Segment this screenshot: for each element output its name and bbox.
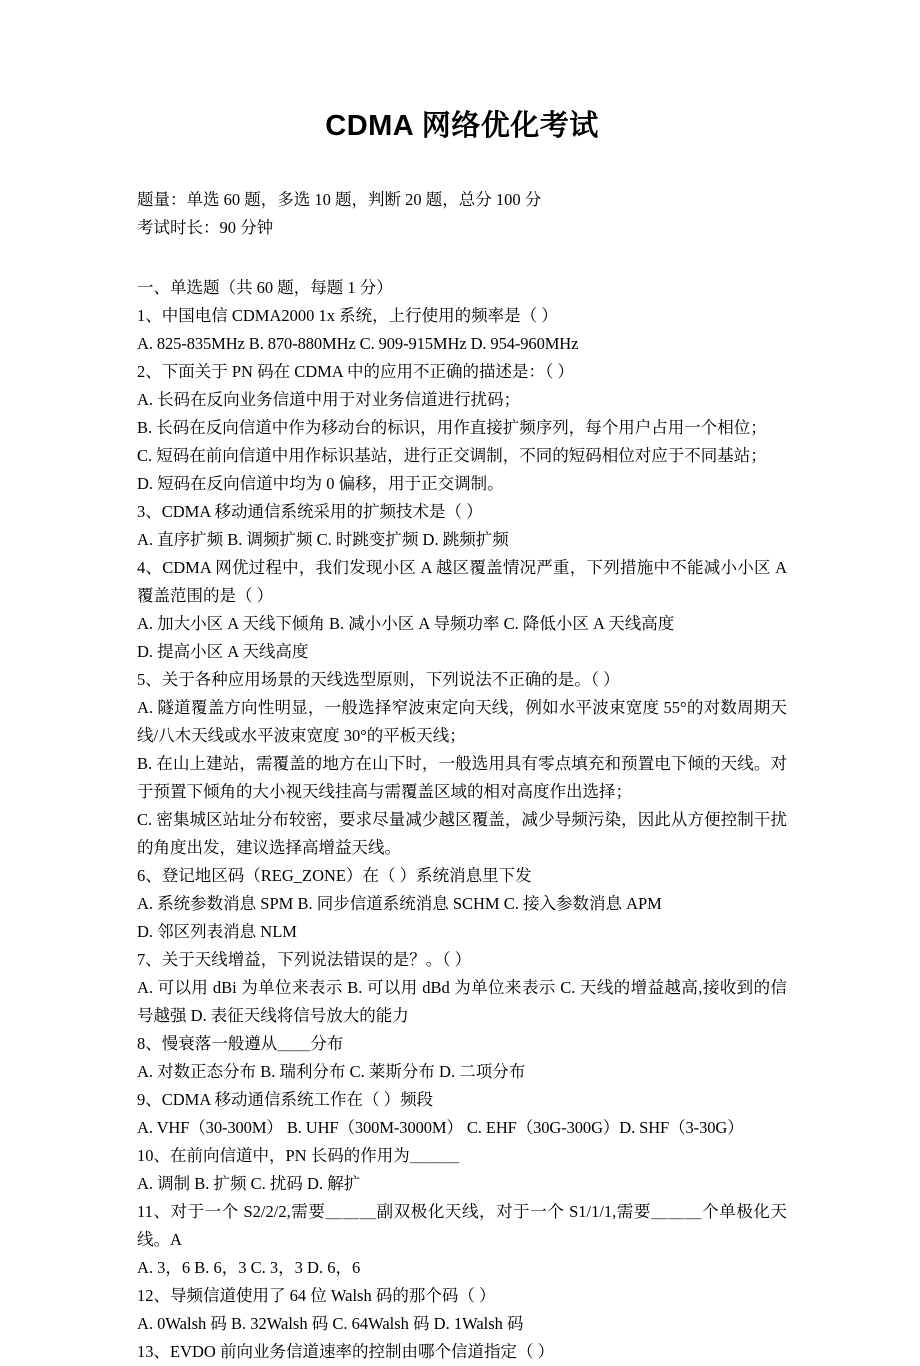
exam-meta-question-counts: 题量：单选 60 题，多选 10 题，判断 20 题，总分 100 分: [137, 190, 542, 210]
question-option-line: C. 短码在前向信道中用作标识基站，进行正交调制，不同的短码相位对应于不同基站；: [137, 446, 767, 466]
question-option-line: A. 隧道覆盖方向性明显，一般选择窄波束定向天线，例如水平波束宽度 55°的对数周期天线/八木天线或水平波束宽度 30°的平板天线；: [137, 698, 787, 746]
question-option-line: A. 825-835MHz B. 870-880MHz C. 909-915MHz D. 954-960MHz: [137, 334, 579, 354]
question-option-line: A. 加大小区 A 天线下倾角 B. 减小小区 A 导频功率 C. 降低小区 A 天线高度: [137, 614, 675, 634]
question-item: [137, 1142, 787, 1198]
question-option-line: B. 在山上建站，需覆盖的地方在山下时，一般选用具有零点填充和预置电下倾的天线。对于预置下倾角的大小视天线挂高与需覆盖区域的相对高度作出选择；: [137, 754, 787, 802]
page-title: CDMA 网络优化考试: [325, 110, 599, 142]
exam-meta-duration: 考试时长：90 分钟: [137, 218, 274, 238]
question-stem: 11、对于一个 S2/2/2,需要＿＿＿副双极化天线，对于一个 S1/1/1,需要＿＿＿个单极化天线。A: [137, 1202, 787, 1250]
question-option-line: A. 对数正态分布 B. 瑞利分布 C. 莱斯分布 D. 二项分布: [137, 1062, 526, 1082]
question-option-line: D. 短码在反向信道中均为 0 偏移，用于正交调制。: [137, 474, 504, 494]
question-stem: 13、EVDO 前向业务信道速率的控制由哪个信道指定（ ）: [137, 1342, 555, 1362]
question-option-line: A. 0Walsh 码 B. 32Walsh 码 C. 64Walsh 码 D. 1Walsh 码: [137, 1314, 524, 1334]
question-stem: 3、CDMA 移动通信系统采用的扩频技术是（ ）: [137, 502, 483, 522]
exam-meta-block: [137, 186, 787, 242]
question-stem: 8、慢衰落一般遵从＿＿分布: [137, 1034, 344, 1054]
question-option-line: A. VHF（30-300M） B. UHF（300M-3000M） C. EHF（30G-300G）D. SHF（3-30G）: [137, 1118, 744, 1138]
question-list: [137, 302, 787, 1366]
question-item: [137, 1338, 787, 1366]
question-item: [137, 1282, 787, 1338]
question-option-line: A. 3，6 B. 6，3 C. 3，3 D. 6，6: [137, 1258, 361, 1278]
question-stem: 4、CDMA 网优过程中，我们发现小区 A 越区覆盖情况严重，下列措施中不能减小小区 A 覆盖范围的是（ ）: [137, 558, 787, 606]
question-stem: 2、下面关于 PN 码在 CDMA 中的应用不正确的描述是：（ ）: [137, 362, 574, 382]
question-item: [137, 1086, 787, 1142]
question-item: [137, 358, 787, 498]
question-option-line: D. 提高小区 A 天线高度: [137, 642, 309, 662]
question-option-line: A. 长码在反向业务信道中用于对业务信道进行扰码；: [137, 390, 521, 410]
question-stem: 12、导频信道使用了 64 位 Walsh 码的那个码（ ）: [137, 1286, 496, 1306]
question-item: [137, 498, 787, 554]
question-item: [137, 666, 787, 862]
question-item: [137, 554, 787, 666]
question-item: [137, 302, 787, 358]
question-stem: 5、关于各种应用场景的天线选型原则，下列说法不正确的是。（ ）: [137, 670, 620, 690]
question-item: [137, 946, 787, 1030]
question-stem: 9、CDMA 移动通信系统工作在（ ）频段: [137, 1090, 434, 1110]
question-option-line: A. 可以用 dBi 为单位来表示 B. 可以用 dBd 为单位来表示 C. 天线的增益越高,接收到的信号越强 D. 表征天线将信号放大的能力: [137, 978, 787, 1026]
question-option-line: C. 密集城区站址分布较密，要求尽量减少越区覆盖，减少导频污染，因此从方便控制干扰的角度出发，建议选择高增益天线。: [137, 810, 787, 858]
question-item: [137, 862, 787, 946]
question-stem: 6、登记地区码（REG_ZONE）在（ ）系统消息里下发: [137, 866, 532, 886]
question-stem: 1、中国电信 CDMA2000 1x 系统，上行使用的频率是（ ）: [137, 306, 558, 326]
question-option-line: A. 系统参数消息 SPM B. 同步信道系统消息 SCHM C. 接入参数消息 APM: [137, 894, 662, 914]
question-option-line: D. 邻区列表消息 NLM: [137, 922, 297, 942]
question-item: [137, 1030, 787, 1086]
question-stem: 10、在前向信道中，PN 长码的作用为＿＿＿: [137, 1146, 460, 1166]
question-stem: 7、关于天线增益，下列说法错误的是？。（ ）: [137, 950, 472, 970]
document-body: [137, 0, 787, 1366]
question-option-line: A. 直序扩频 B. 调频扩频 C. 时跳变扩频 D. 跳频扩频: [137, 530, 509, 550]
section-heading-single-choice: 一、单选题（共 60 题，每题 1 分）: [137, 278, 393, 298]
question-option-line: B. 长码在反向信道中作为移动台的标识，用作直接扩频序列，每个用户占用一个相位；: [137, 418, 767, 438]
question-option-line: A. 调制 B. 扩频 C. 扰码 D. 解扩: [137, 1174, 361, 1194]
question-item: [137, 1198, 787, 1282]
